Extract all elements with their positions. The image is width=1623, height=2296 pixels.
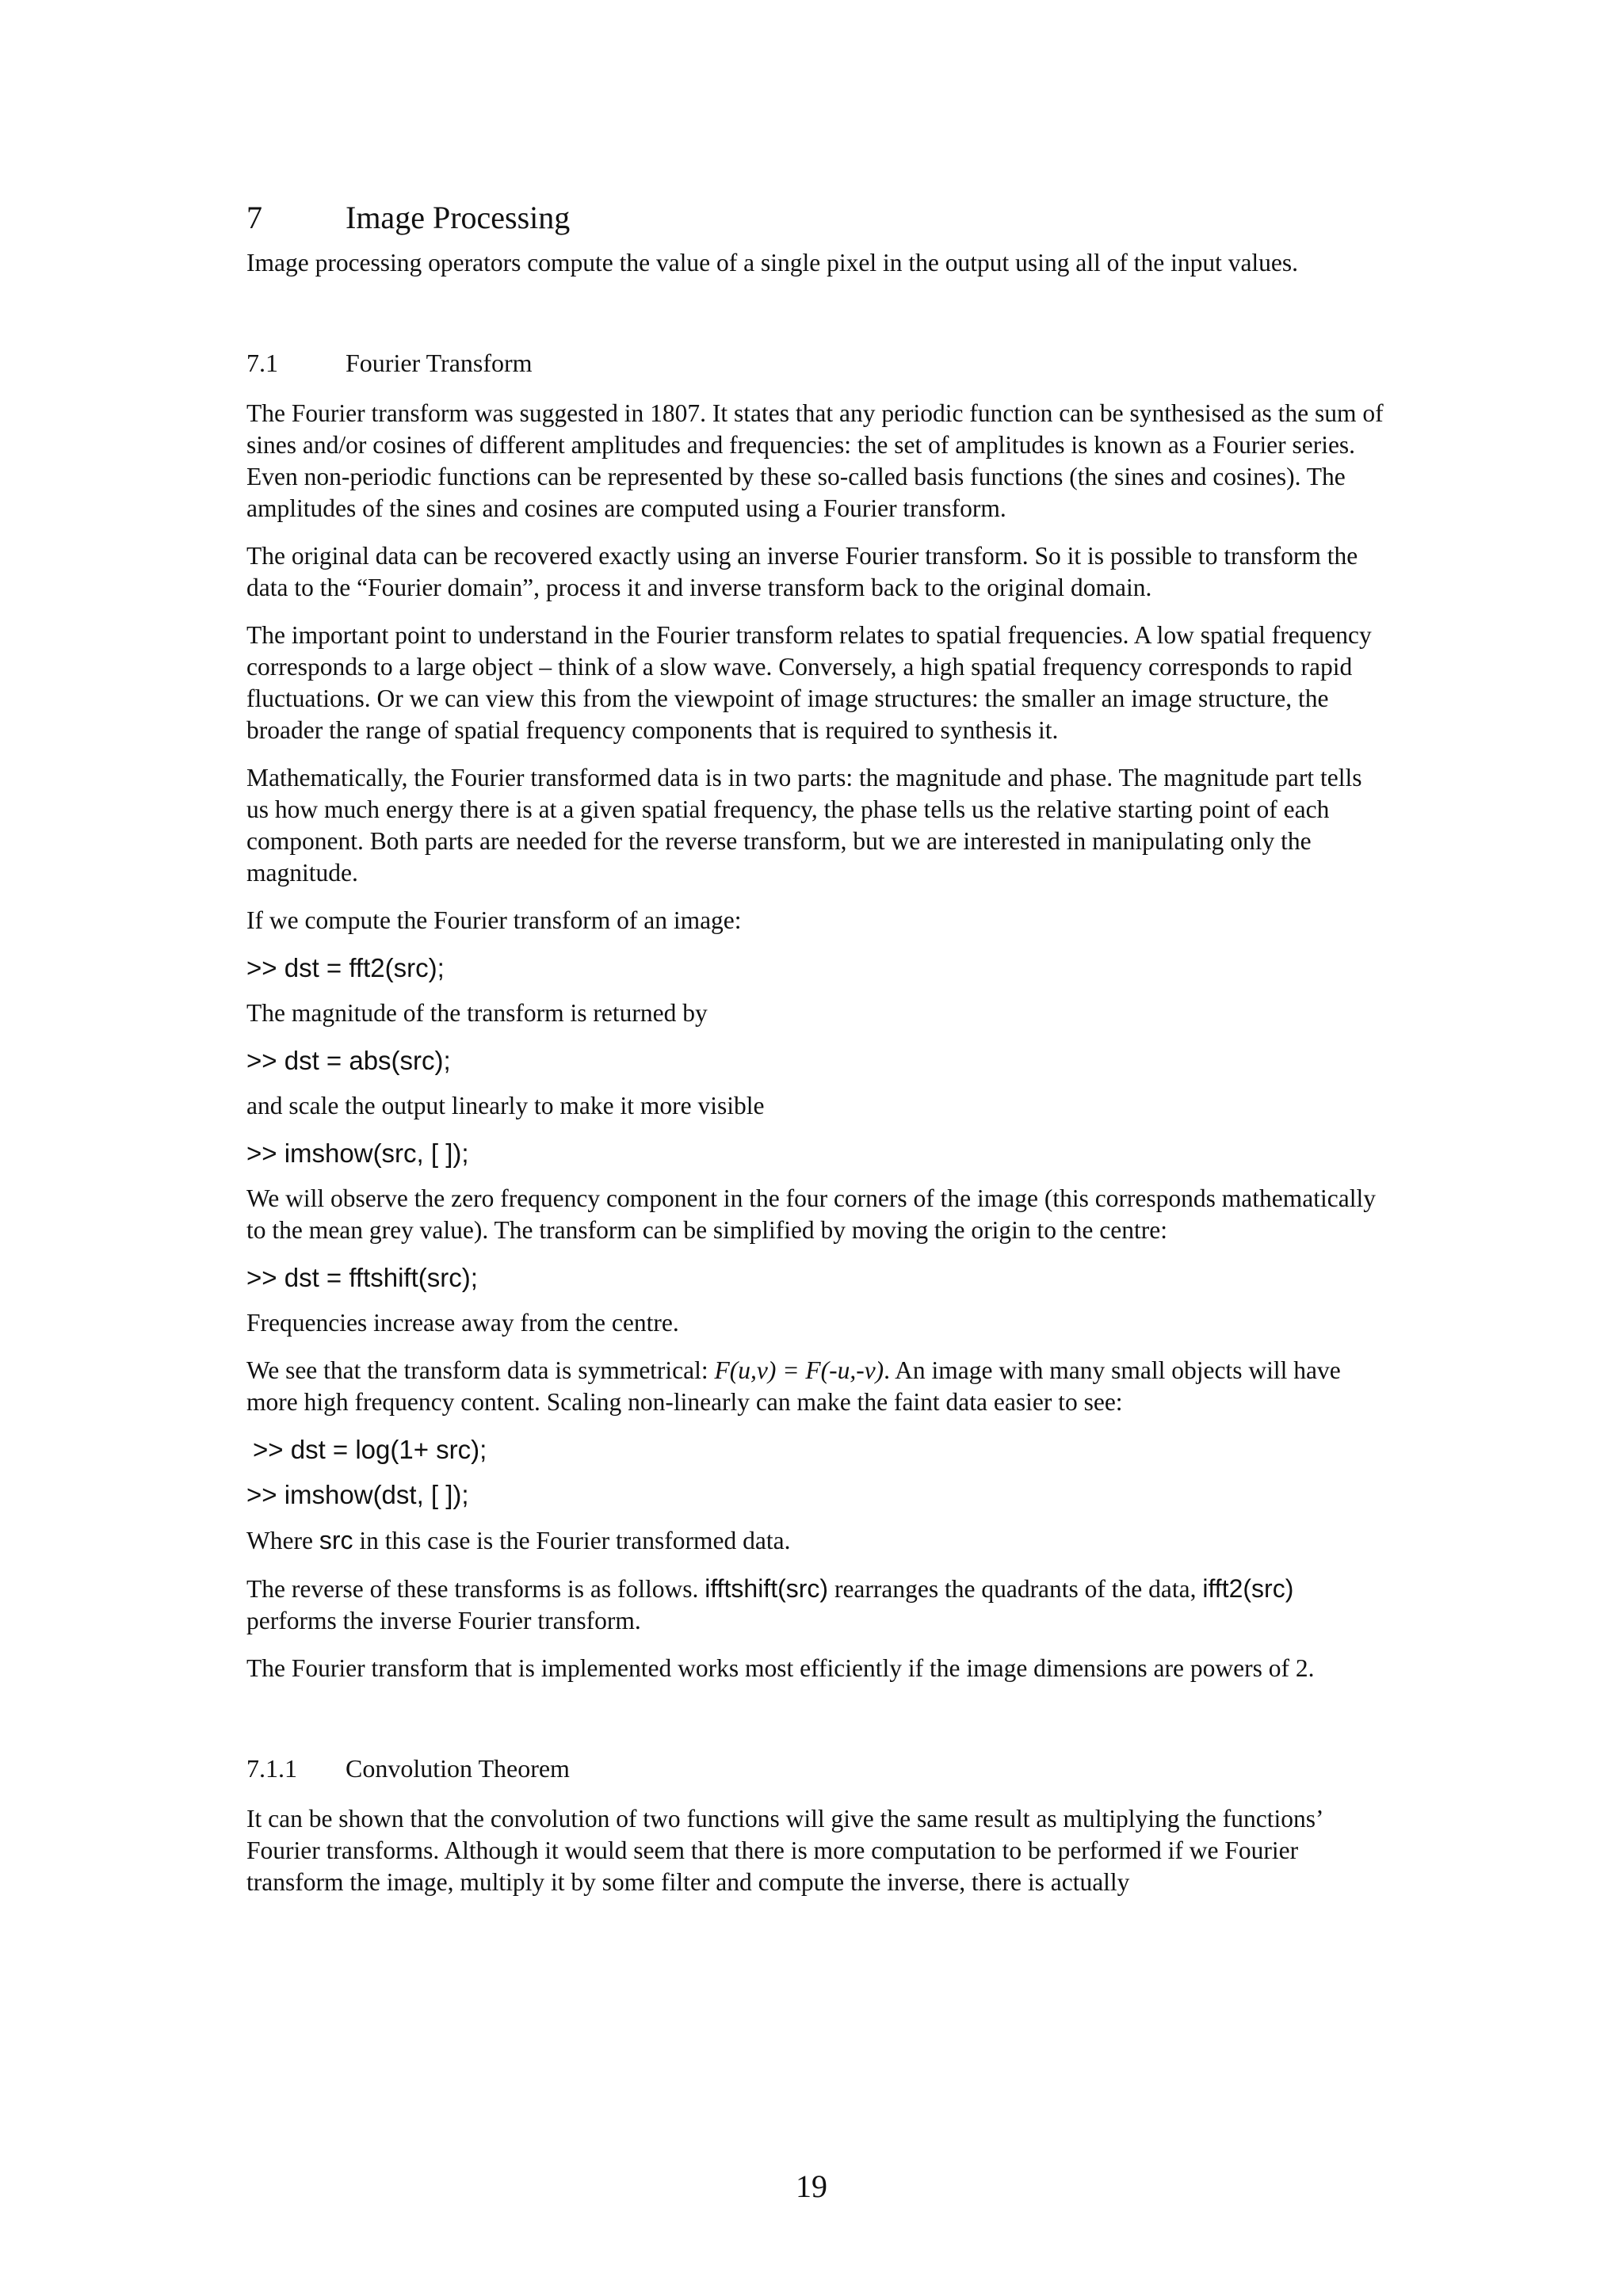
text-run: . An image with many small objects will have more high frequency content. Scaling non-linearly can make the faint data easier to see:: [246, 1356, 1341, 1416]
paragraph: Frequencies increase away from the centre.: [246, 1309, 679, 1337]
subsubsection-title: Convolution Theorem: [346, 1754, 570, 1783]
math-expression: F(u,v) = F(-u,-v): [714, 1356, 884, 1384]
paragraph-src: [246, 1524, 1388, 1557]
paragraph: We will observe the zero frequency component in the four corners of the image (this corresponds mathematically to the mean grey value). The transform can be simplified by moving the origin to the centre:: [246, 1184, 1376, 1244]
paragraph-reverse: [246, 1573, 1388, 1637]
page-number: 19: [796, 2168, 827, 2204]
section-number: 7: [246, 200, 262, 235]
code-line: >> imshow(dst, [ ]);: [246, 1480, 469, 1509]
text-run: performs the inverse Fourier transform.: [246, 1607, 641, 1634]
paragraph-symmetry: [246, 1355, 1388, 1418]
paragraph: The Fourier transform that is implemented works most efficiently if the image dimensions are powers of 2.: [246, 1654, 1315, 1682]
paragraph: The original data can be recovered exactly using an inverse Fourier transform. So it is possible to transform the data to the “Fourier domain”, process it and inverse transform back to the original domain.: [246, 542, 1358, 601]
paragraph: Mathematically, the Fourier transformed data is in two parts: the magnitude and phase. The magnitude part tells us how much energy there is at a given spatial frequency, the phase tells us the relative starting point of each component. Both parts are needed for the reverse transform, but we are interested in manipulating only the magnitude.: [246, 764, 1362, 887]
subsection-heading: [246, 347, 1388, 379]
code-line: >> dst = abs(src);: [246, 1046, 451, 1075]
paragraph: If we compute the Fourier transform of an image:: [246, 906, 742, 934]
paragraph: The Fourier transform was suggested in 1807. It states that any periodic function can be synthesised as the sum of sines and/or cosines of different amplitudes and frequencies: the set of amplitudes is known as a Fourier series. Even non-periodic functions can be represented by these so-called basis functions (the sines and cosines). The amplitudes of the sines and cosines are computed using a Fourier transform.: [246, 399, 1384, 522]
subsection-number: 7.1: [246, 349, 278, 377]
subsubsection-heading: [246, 1753, 1388, 1784]
code-line: >> dst = log(1+ src);: [253, 1435, 487, 1464]
code-line: >> dst = fftshift(src);: [246, 1263, 478, 1292]
code-line: >> dst = fft2(src);: [246, 953, 445, 982]
paragraph: The magnitude of the transform is returned by: [246, 999, 708, 1027]
subsection-title: Fourier Transform: [346, 349, 533, 377]
inline-code: ifft2(src): [1202, 1574, 1294, 1603]
paragraph: It can be shown that the convolution of two functions will give the same result as multiplying the functions’ Fourier transforms. Although it would seem that there is more computation to be performed if we Fourier transform the image, multiply it by some filter and compute the inverse, there is actually: [246, 1805, 1323, 1896]
section-heading: [246, 190, 1388, 246]
text-run: in this case is the Fourier transformed data.: [353, 1527, 791, 1554]
text-run: rearranges the quadrants of the data,: [828, 1575, 1203, 1603]
paragraph: The important point to understand in the Fourier transform relates to spatial frequencies. A low spatial frequency corresponds to a large object – think of a slow wave. Conversely, a high spatial frequency corresponds to rapid fluctuations. Or we can view this from the viewpoint of image structures: the smaller an image structure, the broader the range of spatial frequency components that is required to synthesis it.: [246, 621, 1372, 744]
code-line: >> imshow(src, [ ]);: [246, 1138, 469, 1168]
page-content: [246, 190, 1388, 1914]
inline-code: ifftshift(src): [705, 1574, 829, 1603]
text-run: We see that the transform data is symmetrical:: [246, 1356, 715, 1384]
inline-code: src: [319, 1526, 353, 1554]
section-intro: Image processing operators compute the value of a single pixel in the output using all of the input values.: [246, 249, 1299, 277]
subsubsection-number: 7.1.1: [246, 1754, 297, 1783]
paragraph: and scale the output linearly to make it more visible: [246, 1092, 765, 1119]
text-run: Where: [246, 1527, 319, 1554]
section-title: Image Processing: [346, 200, 571, 235]
text-run: The reverse of these transforms is as follows.: [246, 1575, 705, 1603]
